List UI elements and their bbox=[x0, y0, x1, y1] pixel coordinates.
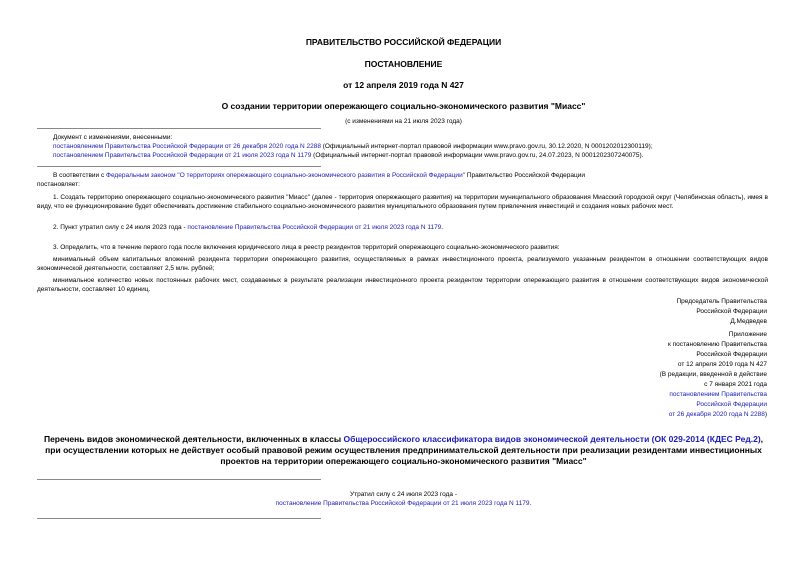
appendix-link[interactable]: Российской Федерации bbox=[696, 401, 767, 408]
preamble: В соответствии с Федеральным законом "О территориях опережающего социально-экономического развития в Российской Федерации" Правительство Российской Федерации bbox=[53, 172, 585, 179]
amendment-link[interactable]: постановлением Правительства Российской Федерации от 26 декабря 2020 года N 2288 bbox=[53, 143, 321, 150]
divider bbox=[37, 518, 321, 519]
signature-line2: Российской Федерации bbox=[696, 308, 767, 315]
doc-date-number: от 12 апреля 2019 года N 427 bbox=[343, 80, 464, 90]
amendment-link[interactable]: постановлением Правительства Российской Федерации от 21 июля 2023 года N 1179 bbox=[53, 152, 312, 159]
org-heading: ПРАВИТЕЛЬСТВО РОССИЙСКОЙ ФЕДЕРАЦИИ bbox=[305, 37, 502, 47]
amendment-item: постановлением Правительства Российской Федерации от 21 июля 2023 года N 1179 (Официальный интернет-портал правовой информации www.pravo.gov.ru, 24.07.2023, N 0001202307240075). bbox=[53, 152, 644, 159]
divider bbox=[37, 128, 321, 129]
amendment-item: постановлением Правительства Российской Федерации от 26 декабря 2020 года N 2288 (Официальный интернет-портал правовой информации www.pravo.gov.ru, 30.12.2020, N 0001202012300119); bbox=[53, 143, 653, 150]
signature-name: Д.Медведев bbox=[730, 318, 767, 325]
paragraph-3a: минимальный объем капитальных вложений резидента территории опережающего развития, осуществляемых в рамках инвестиционного проекта, реализуемого указанным резидентом в отношении соответствующих видов экономической деятельности, составляет 2,5 млн. рублей; bbox=[37, 256, 768, 272]
paragraph-3: 3. Определить, что в течение первого года после включения юридического лица в реестр резидентов территорий опережающего социально-экономического развития: bbox=[53, 244, 560, 251]
list-title: Перечень видов экономической деятельности, включенных в классы Общероссийского классификатора видов экономической деятельности (ОК 029-2014 (КДЕС Ред.2), при осуществлении которых не действует особый правовой режим осуществления предпринимательской деятельности при реализации резидентами инвестиционных проектов на территории опережающего социально-экономического развития "Миасс" bbox=[43, 434, 764, 466]
appendix-link[interactable]: постановлением Правительства bbox=[669, 391, 767, 398]
footer-note: Утратил силу с 24 июля 2023 года - постановление Правительства Российской Федерации от 21 июля 2023 года N 1179. bbox=[275, 491, 532, 507]
p2-link[interactable]: постановление Правительства Российской Федерации от 21 июля 2023 года N 1179 bbox=[187, 224, 442, 231]
signature-block bbox=[467, 297, 767, 327]
amendments-block bbox=[53, 133, 773, 160]
okved-link[interactable]: Общероссийского классификатора видов экономической деятельности (ОК 029-2014 (КДЕС Ред.2) bbox=[343, 434, 761, 444]
divider bbox=[37, 166, 321, 167]
revision-note: (с изменениями на 21 июля 2023 года) bbox=[345, 118, 462, 125]
signature-line1: Председатель Правительства bbox=[676, 298, 767, 305]
appendix-label: Приложение bbox=[728, 331, 767, 338]
paragraph-1: 1. Создать территорию опережающего социально-экономического развития "Миасс" (далее - территория опережающего развития) на территории муниципального образования Миасский городской округ (Челябинская область), имея в виду, что ее функционирование будет обеспечивать достижение стабильного социально-экономического развития муниципального образования путем привлечения инвестиций и создания новых рабочих мест. bbox=[37, 194, 768, 210]
divider bbox=[37, 479, 321, 480]
footer-link[interactable]: постановление Правительства Российской Федерации от 21 июля 2023 года N 1179 bbox=[275, 500, 530, 507]
doc-title: О создании территории опережающего социально-экономического развития "Миасс" bbox=[221, 101, 586, 111]
paragraph-3b: минимальное количество новых постоянных рабочих мест, создаваемых в результате реализации инвестиционного проекта резидентом территории опережающего развития в отношении соответствующих видов экономической деятельности, составляет 10 единиц. bbox=[37, 277, 768, 293]
federal-law-link[interactable]: Федеральным законом "О территориях опережающего социально-экономического развития в Российской Федерации" bbox=[106, 172, 466, 179]
paragraph-2: 2. Пункт утратил силу с 24 июля 2023 года - постановление Правительства Российской Федерации от 21 июля 2023 года N 1179. bbox=[53, 224, 444, 231]
amendments-intro: Документ с изменениями, внесенными: bbox=[53, 134, 173, 141]
appendix-block: Приложение к постановлению Правительства Российской Федерации от 12 апреля 2019 года N 427 (В редакции, введенной в действие с 7 января 2021 года постановлением Правительства Российской Федерации от 26 декабря 2020 года N 2288) bbox=[467, 330, 767, 420]
resolves-text: постановляет: bbox=[37, 181, 80, 188]
doc-type-heading: ПОСТАНОВЛЕНИЕ bbox=[364, 59, 443, 69]
appendix-link[interactable]: от 26 декабря 2020 года N 2288 bbox=[668, 411, 765, 418]
